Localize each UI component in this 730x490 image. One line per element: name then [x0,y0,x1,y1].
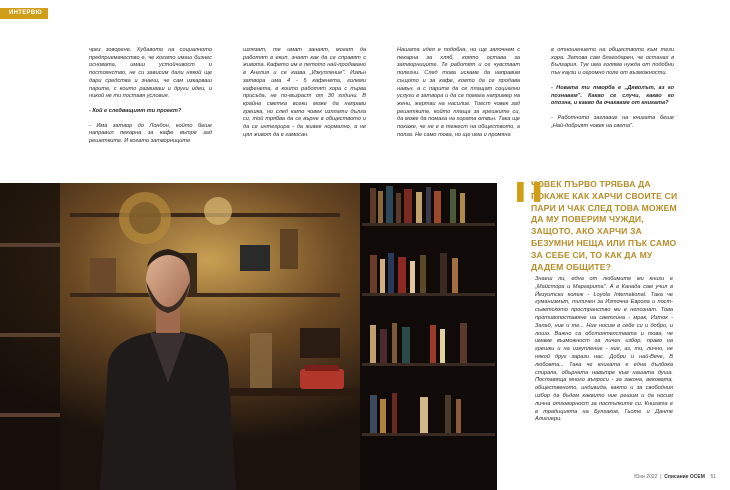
paragraph: - Има затвор до Лондон, който беше направил пекарна за кафе вътре зад решетките. И когато затворниците [89,122,212,145]
interview-question: - Новата ти творба е „Дяволът, аз го познавам". Какво се случи, какво го опозна, и какво да очакваме от книгата? [551,84,674,107]
text-column-3 [397,47,520,146]
text-column-2 [243,47,366,146]
interview-question: - Кой е следващият ти проект? [89,107,182,114]
portrait-photo [0,183,497,490]
paragraph: Нашата идея е подобна, но ще започнем с пекарна за хляб, която остава за затворниците. Те работят и се чувстват полезни. След това искаме да направим същото и за кафе, което да се продава навън, а с парите да се плащат социални услуги в затвора и да се помага например на жени, жертви на насилие. Тоест човек зад решетките, който плаща за грешките си, да може да помага на хората отвън. Така ще покаже, че не е в тежест на обществото, а полза. Не само това, но ще има и промяна [397,47,520,138]
page-number: 51 [710,474,716,480]
quote-mark-icon: ❚❚ [512,178,546,202]
paragraph: - Работното заглавие на книгата беше „Най-добрият човек на света". [551,114,674,129]
paragraph: в отношението на обществото към тези хора. Затова сам благодарен, че останах в България. Тук има голяма нужда от подобни пън каузи и огромно поле от възможности. [551,47,674,77]
issue-date: Юни 2022 [634,474,658,480]
pull-quote-text: ЧОВЕК ПЪРВО ТРЯБВА ДА ПОКАЖЕ КАК ХАРЧИ СВОИТЕ СИ ПАРИ И ЧАК СЛЕД ТОВА МОЖЕМ ДА МУ ПОВЕРИМ ЧУЖДИ, ЗАЩОТО, АКО ХАРЧИ ЗА БЕЗУМНИ НЕЩА ИЛИ ПЪК САМО ЗА СЕБЕ СИ, ТО КАК ДА МУ ДАДЕМ ОБЩИТЕ? [531,179,678,272]
pull-quote [512,179,682,273]
text-column-4 [551,47,674,137]
text-column-1 [89,47,212,153]
section-tag: ИНТЕРВЮ [0,8,48,19]
page-footer: Юни 2022 | Списание ОСЕМ 51 [634,474,716,480]
magazine-name: Списание ОСЕМ [664,474,705,480]
paragraph: чрез зоворене. Хубавото на социалното предприемачество е, че когато имаш бизнес основата, имаш устойчивост и постоянство, не си зависим дали някой ще дари средства и знаеш, че сам изкарваш парите, с които развиваш и други идеи, и никой не ти поставя условия. [89,47,212,100]
body-text-right: Знаеш ли, една от любимите ми книги е „Майстора и Маргарита". А в Канада сам учил в Йезуитски колеж - Loyola International. Така че гуманизмът, типичен за Източна Европа и пост-съветското пространство ми е непознат. Това противопоставяне на светлина - мрак, Изток - Запад, ние и те... Ние носим в себе си и добро, и лошо. Важно са обстоятелствата и това, че имаме възможност за личен избор, право на грешки и на изкупление - ние, аз, ти, лично, не някой друг зарази нас. Добри и най-Вече, В любовта... Така че книгата е една дълбока спирала, обърната навътре към нашата душа. Поставяща много въпроси - за закона, вековата, общественото, индивида, както и за свободния избор да бъдем каквито ние решим и да носим лична отговорност за постъпките си. Книгата е в традицията на Булгаков, Гьоте и Данте Алигиери. [535,276,673,423]
paragraph: излязат, те имат занаят, могат да работят в екип, знаят как да се справят с живота. Кафето им е петото най-продавано в Англия и се казва „Изкупление". Извън затвора има 4 - 5 кафенета, големи кафенета, в които работят хора с първа присъда, не по-възраст от 30 години. В крайна сметка всеки може да направи грешка, но след като човек изплати дълга си, той трябва да се върне в обществото и да се интегрира - да живее нормално, а не цял живот да е гамосан. [243,47,366,138]
